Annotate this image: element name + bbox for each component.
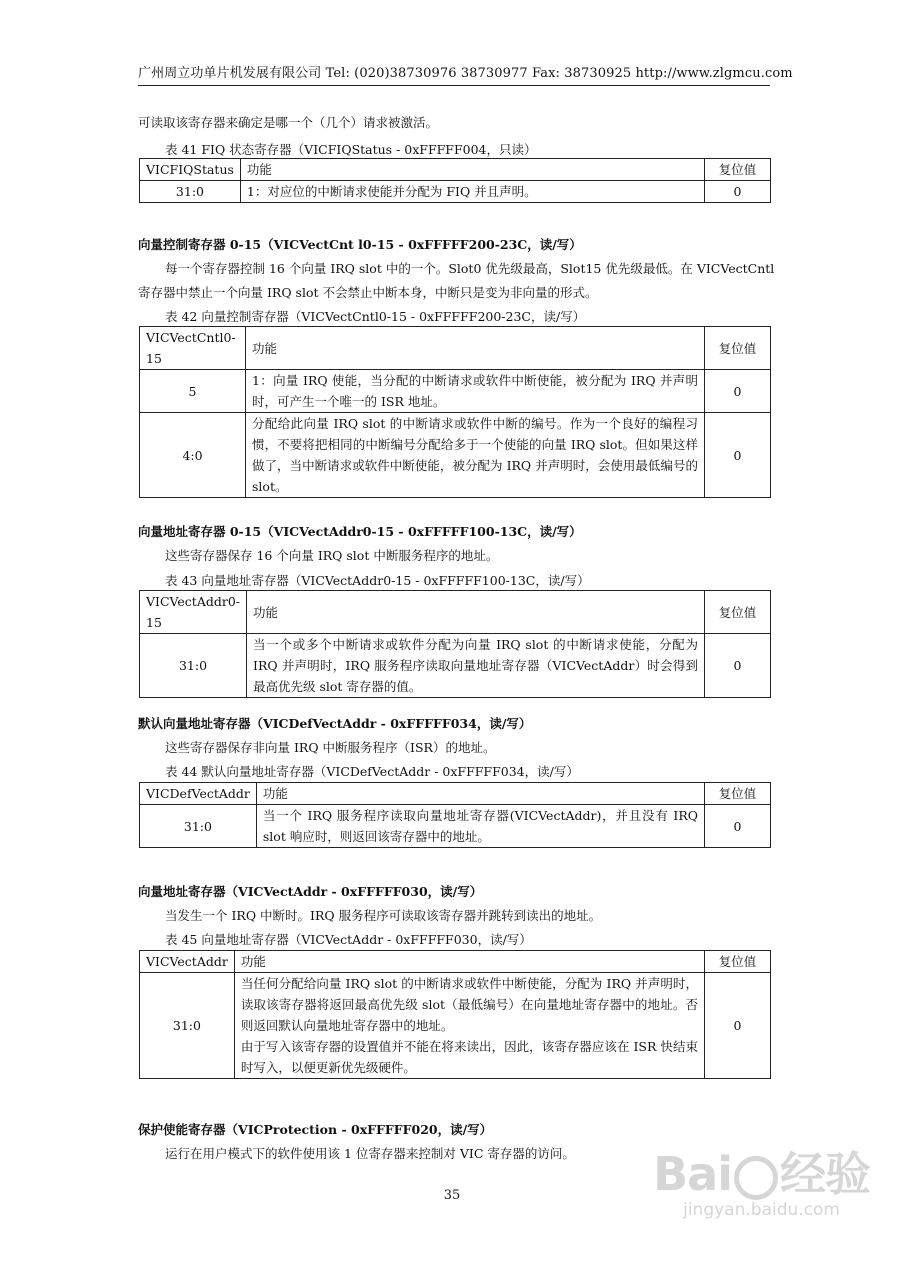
table44-caption: 表 44 默认向量地址寄存器（VICDefVectAddr - 0xFFFFF034，读/写） [165, 764, 579, 779]
table45 [139, 950, 771, 1079]
table43-caption: 表 43 向量地址寄存器（VICVectAddr0-15 - 0xFFFFF100-13C，读/写） [165, 573, 590, 588]
table-header-cell: 功能 [240, 159, 704, 181]
desc-cell: 当一个 IRQ 服务程序读取向量地址寄存器(VICVectAddr)，并且没有 IRQ slot 响应时，则返回该寄存器中的地址。 [256, 805, 704, 848]
table-header-cell: VICVectAddr0-15 [140, 591, 247, 634]
paw-icon [734, 1156, 778, 1200]
bit-cell: 31:0 [140, 634, 247, 698]
table-row [140, 181, 771, 203]
desc-cell: 1：向量 IRQ 使能，当分配的中断请求或软件中断使能，被分配为 IRQ 并声明时，可产生一个唯一的 ISR 地址。 [246, 370, 705, 413]
table-header-cell: 功能 [256, 783, 704, 805]
bit-cell: 5 [140, 370, 246, 413]
table-row [140, 634, 771, 698]
desc-cell: 分配给此向量 IRQ slot 的中断请求或软件中断的编号。作为一个良好的编程习惯，不要将把相同的中断编号分配给多于一个使能的向量 IRQ slot。但如果这样做了，当中断请求或软件中断使能，被分配为 IRQ 并声明时，会使用最低编号的 slot。 [246, 413, 705, 498]
bit-cell: 4:0 [140, 413, 246, 498]
table-header-cell: VICDefVectAddr [140, 783, 257, 805]
table-header-cell: 功能 [234, 951, 704, 973]
table-row [140, 805, 771, 848]
table44 [139, 782, 771, 848]
table-header-cell: VICVectAddr [140, 951, 235, 973]
section-heading-vectaddr: 向量地址寄存器（VICVectAddr - 0xFFFFF030，读/写） [138, 884, 483, 899]
table-header-row [140, 951, 771, 973]
table42 [139, 326, 771, 498]
section-heading-protection: 保护使能寄存器（VICProtection - 0xFFFFF020，读/写） [138, 1122, 493, 1137]
table-header-row [140, 591, 771, 634]
table-row [140, 370, 771, 413]
paragraph: 当发生一个 IRQ 中断时。IRQ 服务程序可读取该寄存器并跳转到读出的地址。 [165, 908, 602, 923]
table-header-cell: 复位值 [705, 591, 771, 634]
section-heading-vectcntl: 向量控制寄存器 0-15（VICVectCnt l0-15 - 0xFFFFF200-23C，读/写） [138, 237, 582, 252]
table41-caption: 表 41 FIQ 状态寄存器（VICFIQStatus - 0xFFFFF004，只读） [165, 142, 537, 157]
table-row [140, 973, 771, 1079]
paragraph: 每一个寄存器控制 16 个向量 IRQ slot 中的一个。Slot0 优先级最高，Slot15 优先级最低。在 VICVectCntl [165, 261, 775, 276]
table45-caption: 表 45 向量地址寄存器（VICVectAddr - 0xFFFFF030，读/写） [165, 932, 532, 947]
table-header-cell: 功能 [247, 591, 705, 634]
reset-cell: 0 [705, 634, 771, 698]
reset-cell: 0 [705, 370, 771, 413]
desc-text: 当任何分配给向量 IRQ slot 的中断请求或软件中断使能，分配为 IRQ 并声明时，读取该寄存器将返回最高优先级 slot（最低编号）在向量地址寄存器中的地址。否则返回默认向量地址寄存器中的地址。 [240, 976, 698, 1033]
watermark-site: jingyan.baidu.com [683, 1200, 840, 1220]
watermark-logo-right: 经验 [780, 1147, 870, 1201]
table-header-row [140, 159, 771, 181]
table-header-cell: 复位值 [705, 951, 771, 973]
table42-caption: 表 42 向量控制寄存器（VICVectCntl0-15 - 0xFFFFF200-23C，读/写） [165, 309, 586, 324]
section-heading-vectaddr0-15: 向量地址寄存器 0-15（VICVectAddr0-15 - 0xFFFFF100-13C，读/写） [138, 524, 582, 539]
watermark-logo-left: Bai [653, 1147, 732, 1201]
paragraph: 寄存器中禁止一个向量 IRQ slot 不会禁止中断本身，中断只是变为非向量的形式。 [138, 285, 598, 300]
bit-cell: 31:0 [140, 973, 235, 1079]
desc-cell [234, 973, 704, 1079]
table41 [139, 158, 771, 203]
paragraph: 这些寄存器保存 16 个向量 IRQ slot 中断服务程序的地址。 [165, 548, 499, 563]
table-header-cell: 复位值 [705, 159, 771, 181]
reset-cell: 0 [705, 973, 771, 1079]
table43 [139, 590, 771, 698]
page-header: 广州周立功单片机发展有限公司 Tel: (020)38730976 38730977 Fax: 38730925 http://www.zlgmcu.com [138, 62, 770, 86]
table-header-cell: VICVectCntl0-15 [140, 327, 246, 370]
page-number: 35 [443, 1188, 461, 1203]
watermark-logo [653, 1138, 870, 1204]
table-header-cell: 功能 [246, 327, 705, 370]
paragraph: 运行在用户模式下的软件使用该 1 位寄存器来控制对 VIC 寄存器的访问。 [165, 1146, 575, 1161]
bit-cell: 31:0 [140, 181, 241, 203]
section-heading-defvectaddr: 默认向量地址寄存器（VICDefVectAddr - 0xFFFFF034，读/写） [138, 716, 532, 731]
watermark [653, 1138, 870, 1220]
intro-line: 可读取该寄存器来确定是哪一个（几个）请求被激活。 [138, 115, 439, 130]
desc-cell: 当一个或多个中断请求或软件分配为向量 IRQ slot 的中断请求使能，分配为 IRQ 并声明时，IRQ 服务程序读取向量地址寄存器（VICVectAddr）时会得到最高优先级 slot 寄存器的值。 [247, 634, 705, 698]
reset-cell: 0 [705, 805, 771, 848]
desc-text: 由于写入该寄存器的设置值并不能在将来读出，因此，该寄存器应该在 ISR 快结束时写入，以便更新优先级硬件。 [240, 1039, 698, 1075]
table-header-cell: VICFIQStatus [140, 159, 241, 181]
reset-cell: 0 [705, 181, 771, 203]
paragraph: 这些寄存器保存非向量 IRQ 中断服务程序（ISR）的地址。 [165, 740, 496, 755]
table-header-row [140, 327, 771, 370]
table-row [140, 413, 771, 498]
reset-cell: 0 [705, 413, 771, 498]
table-header-cell: 复位值 [705, 327, 771, 370]
table-header-cell: 复位值 [705, 783, 771, 805]
table-header-row [140, 783, 771, 805]
bit-cell: 31:0 [140, 805, 257, 848]
desc-cell: 1：对应位的中断请求使能并分配为 FIQ 并且声明。 [240, 181, 704, 203]
